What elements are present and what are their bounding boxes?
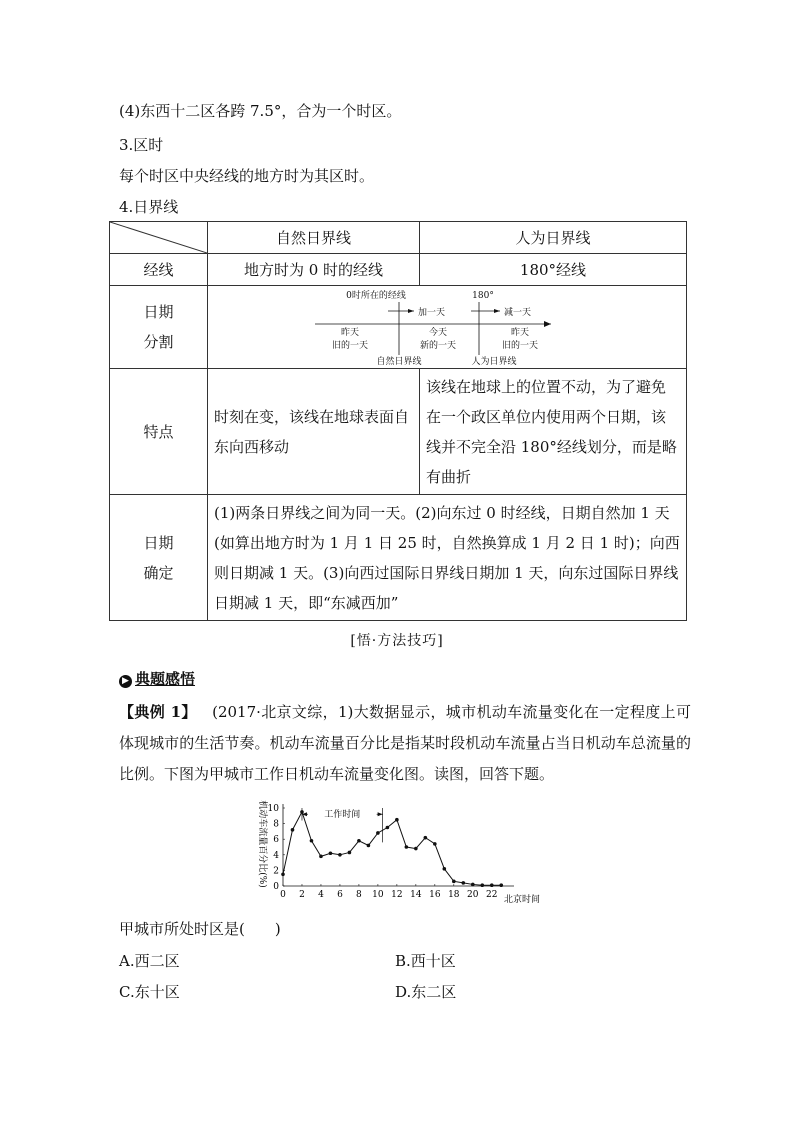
- x-tick-label: 4: [318, 890, 324, 900]
- data-point: [281, 873, 285, 877]
- data-point: [452, 880, 456, 884]
- x-axis-label: 北京时间: [503, 895, 541, 905]
- option-c[interactable]: C.东十区: [119, 983, 180, 1001]
- cell-natural-meridian: 地方时为 0 时的经线: [208, 254, 420, 286]
- example-text: (2017·北京文综，1)大数据显示，城市机动车流量变化在一定程度上可体现城市的生活节奏。机动车流量百分比是指某时段机动车流量占当日机动车总流量的比例。下图为甲城市工作日机动车流量变化图。读图，回答下题。: [119, 703, 691, 783]
- row-label-determine: 日期 确定: [110, 495, 208, 621]
- x-tick-label: 0: [280, 890, 286, 900]
- label-zero-line: 0时所在的经线: [346, 290, 406, 301]
- option-b[interactable]: B.西十区: [395, 952, 456, 970]
- data-point: [490, 883, 494, 887]
- section-date-line: 4.日界线: [119, 198, 179, 216]
- data-point: [499, 883, 503, 887]
- play-circle-icon: ▶: [119, 675, 132, 688]
- method-title: [悟·方法技巧]: [350, 633, 444, 649]
- x-tick-label: 12: [391, 890, 403, 900]
- question-text: 甲城市所处时区是( ): [119, 920, 281, 938]
- header-natural-line: 自然日界线: [208, 222, 420, 254]
- header-artificial-line: 人为日界线: [420, 222, 687, 254]
- data-point: [367, 844, 371, 848]
- cell-natural-features: 时刻在变，该线在地球表面自东向西移动: [208, 369, 420, 495]
- work-time-annotation: 工作时间: [324, 810, 361, 821]
- cell-artificial-features: 该线在地球上的位置不动，为了避免在一个政区单位内使用两个日期，该线并不完全沿 180°经线划分，而是略有曲折: [420, 369, 687, 495]
- y-tick-label: 0: [273, 882, 279, 892]
- y-tick-label: 4: [273, 850, 279, 861]
- table-corner-cell: [110, 222, 208, 254]
- data-point: [480, 883, 484, 887]
- work-time-arrowhead-right: [378, 812, 383, 816]
- traffic-flow-chart: [250, 792, 550, 906]
- data-point: [424, 836, 428, 840]
- y-tick-label: 8: [273, 819, 279, 830]
- label-today: 今天: [428, 327, 448, 338]
- x-tick-label: 6: [337, 890, 343, 900]
- data-point: [319, 855, 323, 859]
- y-tick-label: 6: [273, 835, 279, 846]
- data-point: [405, 845, 409, 849]
- data-point: [461, 881, 465, 885]
- x-tick-label: 14: [410, 890, 422, 900]
- x-tick-label: 16: [429, 890, 441, 900]
- flow-series-line: [283, 812, 501, 885]
- date-division-diagram-cell: [208, 286, 687, 369]
- data-point: [357, 839, 361, 843]
- data-point: [338, 853, 342, 857]
- cell-artificial-meridian: 180°经线: [420, 254, 687, 286]
- label-new-day: 新的一天: [419, 340, 457, 351]
- label-old-day-left: 旧的一天: [331, 340, 369, 351]
- label-natural-line: 自然日界线: [376, 356, 422, 367]
- data-point: [348, 851, 352, 855]
- x-tick-label: 10: [372, 890, 384, 900]
- date-division-diagram: [208, 287, 686, 368]
- data-point: [310, 839, 314, 843]
- data-point: [291, 828, 295, 832]
- row-label-meridian: 经线: [110, 254, 208, 286]
- data-point: [433, 842, 437, 846]
- row-label-division: 日期 分割: [110, 286, 208, 369]
- row-label-features: 特点: [110, 369, 208, 495]
- data-point: [376, 831, 380, 835]
- label-minus-day: 减一天: [504, 307, 532, 318]
- date-line-table: [109, 221, 687, 621]
- data-point: [414, 847, 418, 851]
- cell-date-determine: (1)两条日界线之间为同一天。(2)向东过 0 时经线，日期自然加 1 天(如算出地方时为 1 月 1 日 25 时，自然换算成 1 月 2 日 1 时)；向西则日期减 1 天。(3)向西过国际日界线日期加 1 天，向东过国际日界线日期减 1 天，即“东减西加”: [208, 495, 687, 621]
- y-tick-label: 2: [273, 866, 279, 877]
- x-tick-label: 2: [299, 890, 305, 900]
- example-tag: 【典例 1】: [119, 703, 197, 721]
- option-a[interactable]: A.西二区: [119, 952, 180, 970]
- label-yesterday-right: 昨天: [510, 327, 530, 338]
- axis-arrow: [544, 321, 551, 327]
- label-plus-day: 加一天: [418, 307, 446, 318]
- data-point: [443, 867, 447, 871]
- label-artificial-line: 人为日界线: [471, 356, 517, 367]
- label-old-day-right: 旧的一天: [501, 340, 539, 351]
- option-d[interactable]: D.东二区: [395, 983, 457, 1001]
- y-axis-label: 机动车流量百分比(%): [257, 800, 267, 888]
- text-line-zone-time-def: 每个时区中央经线的地方时为其区时。: [119, 167, 375, 185]
- x-tick-label: 18: [448, 890, 460, 900]
- data-point: [395, 818, 399, 822]
- section-heading: ▶ 典题感悟: [119, 668, 195, 689]
- text-line-timezone-width: (4)东西十二区各跨 7.5°，合为一个时区。: [119, 102, 402, 120]
- data-point: [471, 883, 475, 887]
- y-tick-label: 10: [267, 804, 279, 814]
- section-zone-time: 3.区时: [119, 136, 164, 154]
- data-point: [329, 851, 333, 855]
- x-tick-label: 20: [467, 890, 479, 900]
- label-yesterday-left: 昨天: [340, 327, 360, 338]
- x-tick-label: 22: [486, 890, 498, 900]
- example-paragraph: [119, 697, 691, 790]
- label-180: 180°: [472, 290, 494, 301]
- x-tick-label: 8: [356, 890, 362, 900]
- data-point: [386, 826, 390, 830]
- corner-diagonal: [110, 222, 207, 253]
